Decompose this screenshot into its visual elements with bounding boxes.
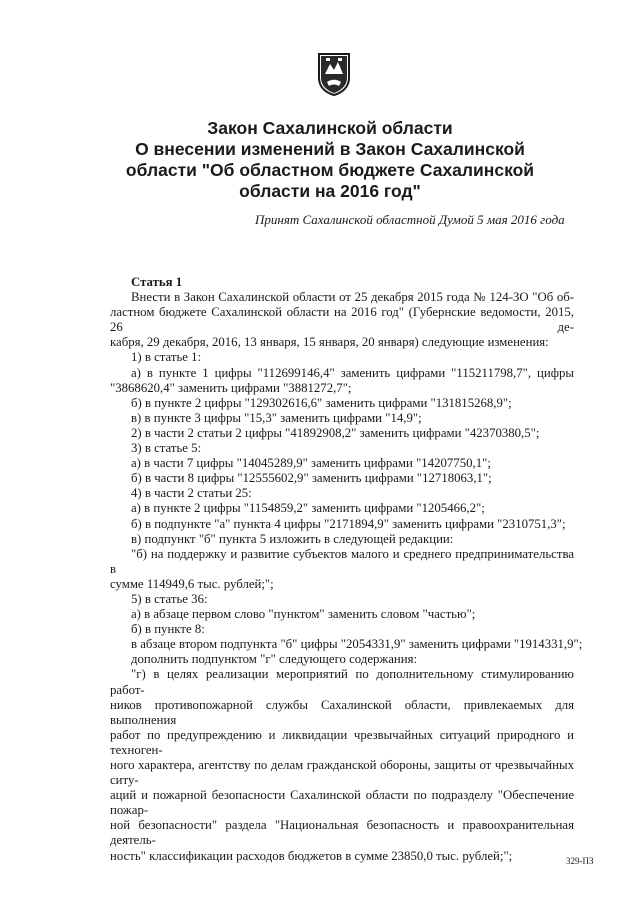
document-code: 329-ПЗ xyxy=(566,856,594,866)
list-item: в) в пункте 3 цифры "15,3" заменить цифрами "14,9"; xyxy=(131,410,422,425)
law-title xyxy=(120,118,540,202)
intro-line: Внести в Закон Сахалинской области от 25 декабря 2015 года № 124-ЗО "Об об- xyxy=(131,290,574,305)
list-item: б) в части 8 цифры "12555602,9" заменить цифрами "12718063,1"; xyxy=(131,471,492,486)
adoption-note: Принят Сахалинской областной Думой 5 мая 2016 года xyxy=(255,212,565,227)
list-item: 2) в части 2 статьи 2 цифры "41892908,2" заменить цифрами "42370380,5"; xyxy=(131,425,540,440)
list-item: 4) в части 2 статьи 25: xyxy=(131,486,252,501)
list-item: "3868620,4" заменить цифрами "3881272,7"; xyxy=(110,380,352,395)
article-body xyxy=(110,275,583,864)
list-item: в абзаце втором подпункта "б" цифры "2054331,9" заменить цифрами "1914331,9"; xyxy=(131,637,583,652)
list-item: в) подпункт "б" пункта 5 изложить в следующей редакции: xyxy=(131,531,454,546)
title-line: О внесении изменений в Закон Сахалинской xyxy=(135,139,525,159)
quote-line: ников противопожарной службы Сахалинской области, привлекаемых для выполнения xyxy=(110,697,574,727)
list-item: б) в подпункте "а" пункта 4 цифры "2171894,9" заменить цифрами "2310751,3"; xyxy=(131,516,566,531)
coat-of-arms-emblem xyxy=(317,52,351,96)
list-item: а) в части 7 цифры "14045289,9" заменить цифрами "14207750,1"; xyxy=(131,456,491,471)
list-item: дополнить подпунктом "г" следующего содержания: xyxy=(131,652,418,667)
list-item: а) в пункте 2 цифры "1154859,2" заменить цифрами "1205466,2"; xyxy=(131,501,485,516)
title-line: области на 2016 год" xyxy=(239,181,421,201)
intro-line: кабря, 29 декабря, 2016, 13 января, 15 января, 20 января) следующие изменения: xyxy=(110,335,549,350)
quote-line: аций и пожарной безопасности Сахалинской области по подразделу "Обеспечение пожар- xyxy=(110,788,574,818)
list-item: а) в пункте 1 цифры "112699146,4" заменить цифрами "115211798,7", цифры xyxy=(131,365,574,380)
list-item: "б) на поддержку и развитие субъектов малого и среднего предпринимательства в xyxy=(110,546,574,576)
quote-line: работ по предупреждению и ликвидации чрезвычайных ситуаций природного и техноген- xyxy=(110,727,574,757)
list-item: б) в пункте 2 цифры "129302616,6" заменить цифрами "131815268,9"; xyxy=(131,395,512,410)
intro-line: ластном бюджете Сахалинской области на 2016 год" (Губернские ведомости, 2015, 26 де- xyxy=(110,305,574,335)
quote-line: ной безопасности" раздела "Национальная безопасность и правоохранительная деятель- xyxy=(110,818,574,848)
title-line: области "Об областном бюджете Сахалинской xyxy=(125,160,535,180)
list-item: 3) в статье 5: xyxy=(131,441,202,456)
list-item: 1) в статье 1: xyxy=(131,350,202,365)
list-item: 5) в статье 36: xyxy=(131,591,208,606)
title-line: Закон Сахалинской области xyxy=(207,118,453,138)
list-item: б) в пункте 8: xyxy=(131,622,205,637)
list-item: сумме 114949,6 тыс. рублей;"; xyxy=(110,576,274,591)
quote-line: ность" классификации расходов бюджетов в сумме 23850,0 тыс. рублей;"; xyxy=(110,848,513,863)
quote-line: "г) в целях реализации мероприятий по дополнительному стимулированию работ- xyxy=(110,667,574,697)
list-item: а) в абзаце первом слово "пунктом" заменить словом "частью"; xyxy=(131,607,476,622)
quote-line: ного характера, агентству по делам гражданской обороны, защиты от чрезвычайных ситу- xyxy=(110,758,574,788)
article-heading: Статья 1 xyxy=(131,275,183,289)
